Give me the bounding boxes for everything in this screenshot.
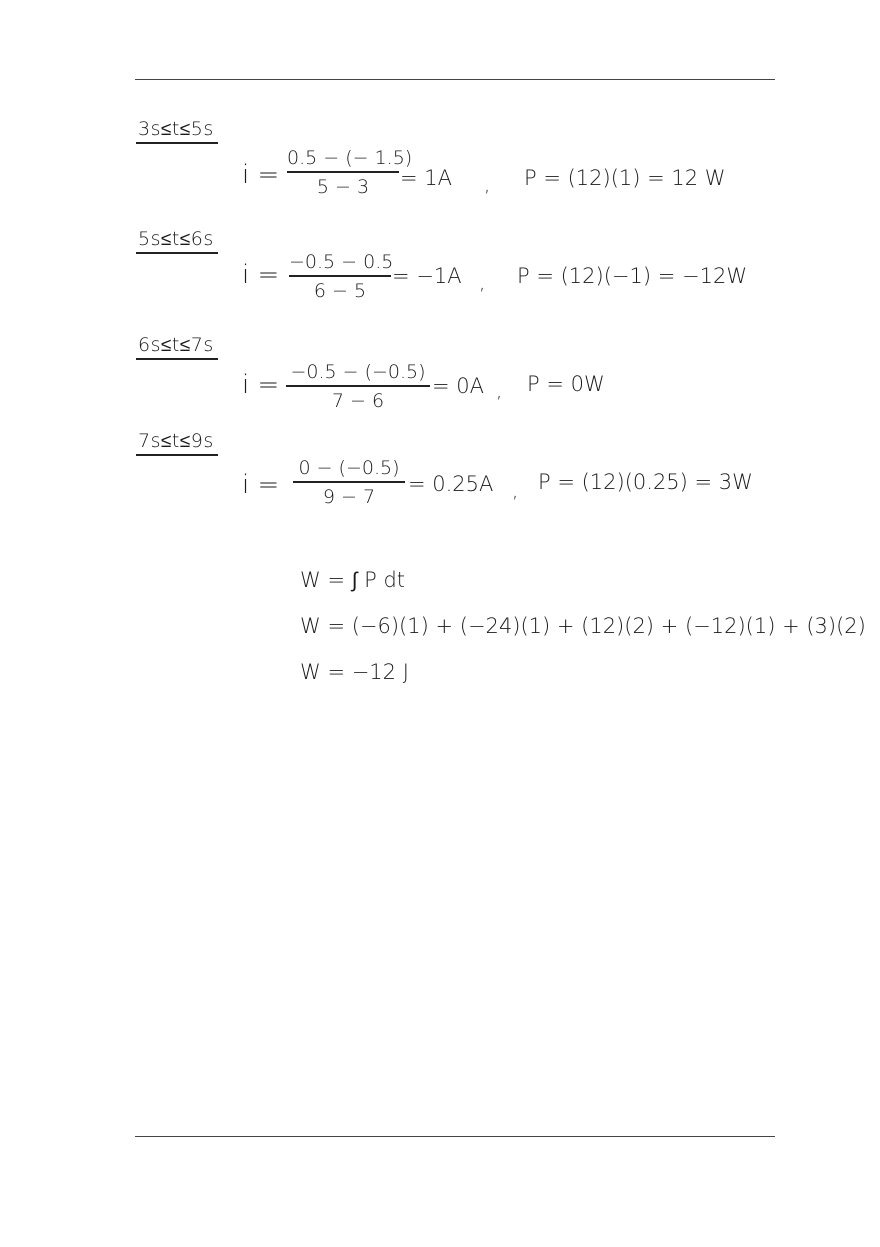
- current-fraction: [289, 250, 394, 303]
- interval-heading-4: 7s≤t≤9s: [136, 430, 218, 456]
- work-expansion: W = (−6)(1) + (−24)(1) + (12)(2) + (−12)(1) + (3)(2): [300, 614, 866, 638]
- current-fraction: [286, 360, 430, 413]
- current-fraction: [287, 146, 413, 199]
- fraction-denominator: 9 − 7: [322, 485, 376, 508]
- interval-heading-3: 6s≤t≤7s: [136, 334, 218, 360]
- work-definition: W = ∫ P dt: [300, 568, 406, 592]
- fraction-bar: [289, 275, 391, 277]
- current-label: i =: [242, 370, 280, 400]
- current-result: = −1A: [392, 264, 462, 288]
- fraction-numerator: 0.5 − (− 1.5): [287, 147, 413, 169]
- separator: ,: [496, 378, 503, 402]
- interval-row-1: [0, 146, 880, 206]
- separator: ,: [479, 270, 486, 294]
- separator: ,: [484, 172, 491, 196]
- current-label: i =: [242, 470, 280, 500]
- current-fraction: [293, 456, 405, 509]
- fraction-denominator: 5 − 3: [316, 175, 370, 198]
- current-label: i =: [242, 160, 280, 190]
- footer-rule: [135, 1136, 775, 1137]
- current-result: = 1A: [400, 166, 452, 190]
- power-result: P = (12)(0.25) = 3W: [538, 470, 753, 494]
- fraction-numerator: −0.5 − 0.5: [289, 251, 394, 273]
- fraction-denominator: 6 − 5: [313, 279, 367, 302]
- current-result: = 0.25A: [408, 472, 494, 496]
- current-result: = 0A: [432, 374, 484, 398]
- interval-row-2: [0, 250, 880, 310]
- separator: ,: [512, 478, 519, 502]
- work-result: W = −12 J: [300, 660, 409, 684]
- interval-row-4: [0, 456, 880, 516]
- fraction-bar: [293, 481, 405, 483]
- current-label: i =: [242, 260, 280, 290]
- fraction-denominator: 7 − 6: [331, 389, 385, 412]
- interval-row-3: [0, 360, 880, 420]
- power-result: P = (12)(1) = 12 W: [524, 166, 726, 190]
- power-result: P = 0W: [527, 372, 605, 396]
- header-rule: [135, 79, 775, 80]
- fraction-numerator: −0.5 − (−0.5): [290, 361, 426, 383]
- fraction-bar: [286, 385, 430, 387]
- power-result: P = (12)(−1) = −12W: [517, 264, 748, 288]
- fraction-numerator: 0 − (−0.5): [298, 457, 400, 479]
- interval-heading-1: 3s≤t≤5s: [136, 118, 218, 144]
- interval-heading-2: 5s≤t≤6s: [136, 228, 218, 254]
- fraction-bar: [287, 171, 399, 173]
